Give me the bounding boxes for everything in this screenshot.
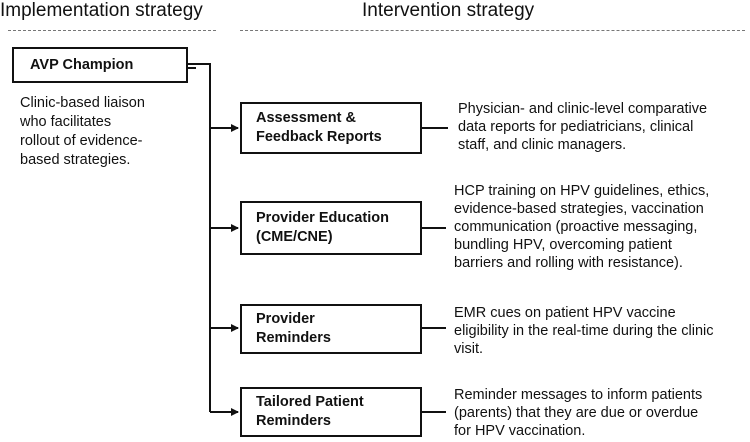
box-label-line: Reminders <box>256 413 331 429</box>
description-line: Reminder messages to inform patients <box>454 387 703 403</box>
assessment-feedback-box <box>240 102 422 154</box>
provider-education-description <box>454 182 709 272</box>
description-line: based strategies. <box>20 152 131 168</box>
description-line: Clinic-based liaison <box>20 95 145 111</box>
tailored-patient-reminders-description <box>454 386 702 440</box>
description-line: barriers and rolling with resistance). <box>454 255 683 271</box>
avp-champion-box <box>12 47 188 83</box>
description-line: for HPV vaccination. <box>454 423 586 439</box>
description-line: HCP training on HPV guidelines, ethics, <box>454 183 710 199</box>
description-line: bundling HPV, overcoming patient <box>454 237 672 253</box>
description-line: EMR cues on patient HPV vaccine <box>454 305 676 321</box>
description-line: eligibility in the real-time during the clinic <box>454 323 714 339</box>
description-line: Physician- and clinic-level comparative <box>458 101 708 117</box>
description-line: data reports for pediatricians, clinical <box>458 119 694 135</box>
description-line: staff, and clinic managers. <box>458 137 627 153</box>
description-line: rollout of evidence- <box>20 133 143 149</box>
box-label-line: Reminders <box>256 330 331 346</box>
tailored-patient-reminders-box <box>240 387 422 437</box>
implementation-heading: Implementation strategy <box>0 0 203 21</box>
description-line: (parents) that they are due or overdue <box>454 405 699 421</box>
avp-champion-description <box>20 94 145 170</box>
champion-connector <box>186 64 210 412</box>
box-label-line: Provider <box>256 311 315 327</box>
box-label-line: Feedback Reports <box>256 129 382 145</box>
box-label-line: Assessment & <box>256 110 356 126</box>
description-line: who facilitates <box>20 114 112 130</box>
avp-champion-label: AVP Champion <box>30 56 134 73</box>
provider-education-box <box>240 201 422 255</box>
box-label-line: (CME/CNE) <box>256 229 333 245</box>
description-line: visit. <box>454 341 483 357</box>
description-line: communication (proactive messaging, <box>454 219 698 235</box>
provider-reminders-description <box>454 304 714 358</box>
assessment-feedback-description <box>458 100 707 154</box>
description-line: evidence-based strategies, vaccination <box>454 201 704 217</box>
intervention-heading: Intervention strategy <box>362 0 535 21</box>
box-label-line: Tailored Patient <box>256 394 364 410</box>
provider-reminders-box <box>240 304 422 354</box>
box-label-line: Provider Education <box>256 210 389 226</box>
